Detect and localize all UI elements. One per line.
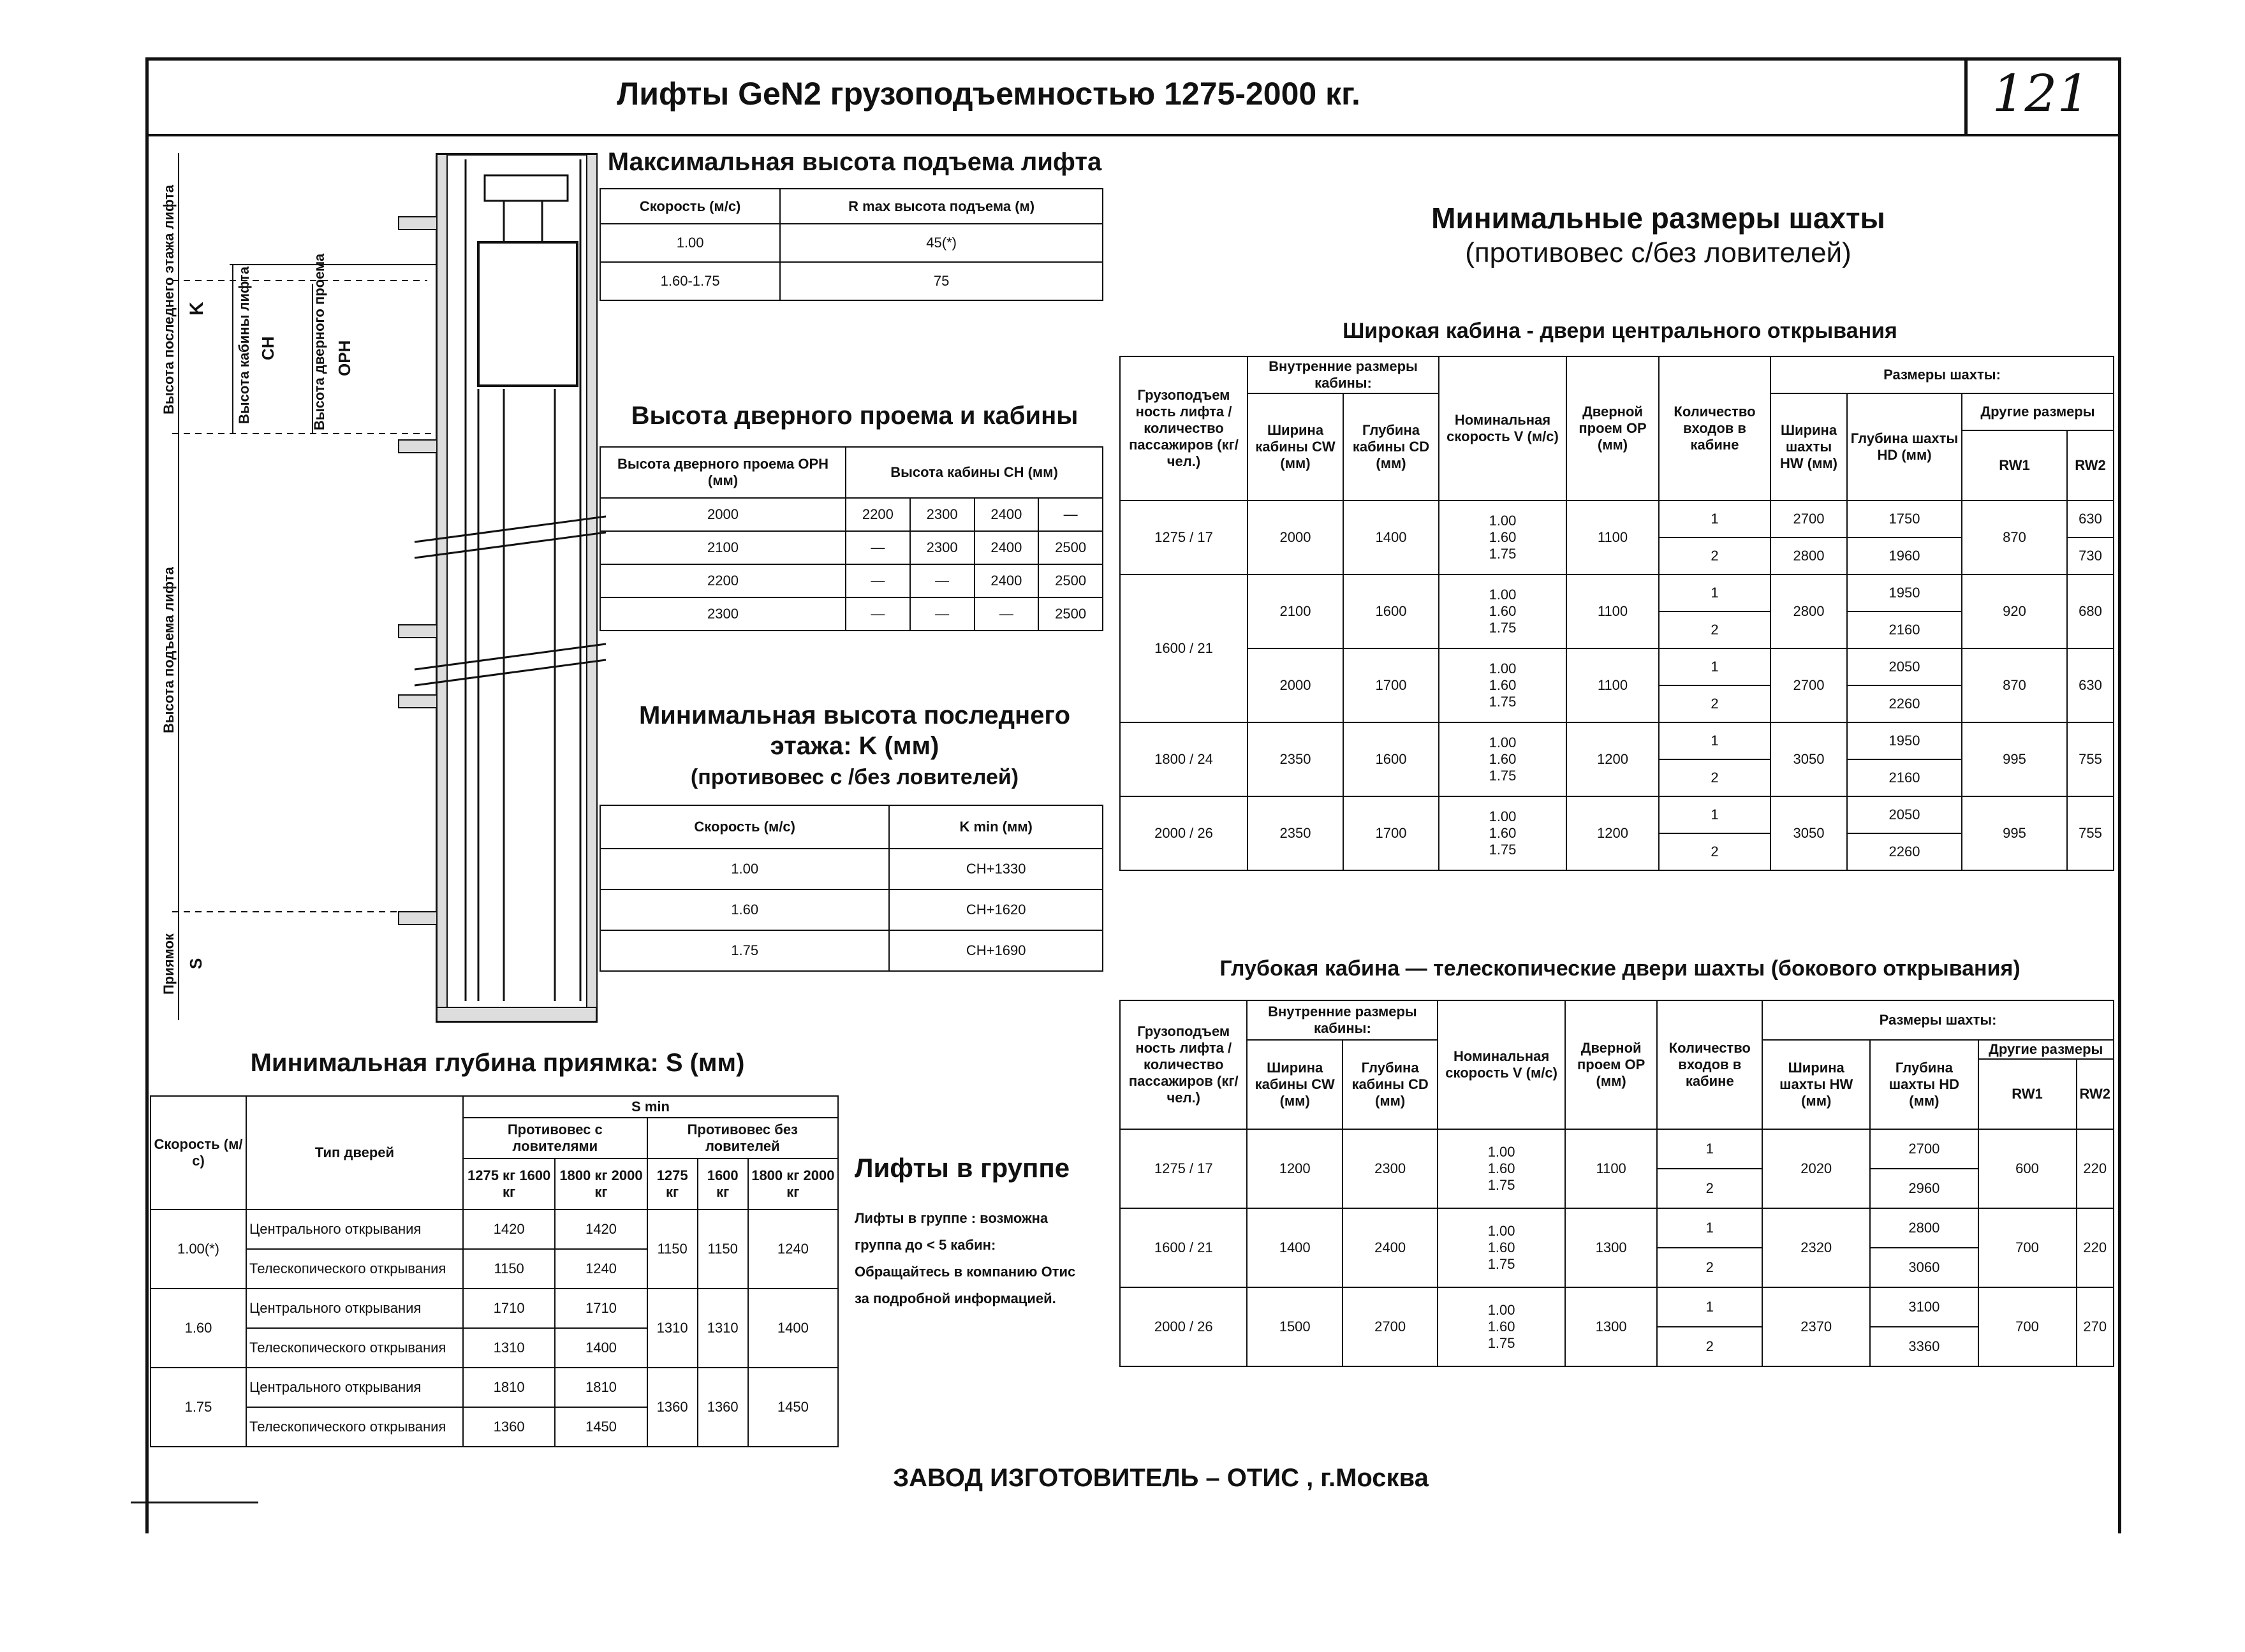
table-cell: 1100 xyxy=(1566,648,1659,722)
table-cell: 3050 xyxy=(1770,796,1847,870)
header-cell: Ширина кабины CW (мм) xyxy=(1247,1040,1342,1129)
table-cell: 1310 xyxy=(698,1289,748,1368)
table-cell: 870 xyxy=(1962,501,2067,574)
table-cell: 2260 xyxy=(1847,833,1962,870)
header-cell: Грузоподъем ность лифта / количество пассажиров (кг/чел.) xyxy=(1120,1000,1247,1129)
table-cell: 270 xyxy=(2077,1287,2114,1366)
table-cell: 1.00 1.60 1.75 xyxy=(1439,574,1566,648)
table-cell: 2200 xyxy=(846,498,910,531)
header-cell: R max высота подъема (м) xyxy=(780,189,1103,224)
table-cell: 1150 xyxy=(647,1210,698,1289)
table-cell: CH+1620 xyxy=(889,889,1103,930)
table-cell: 2800 xyxy=(1770,537,1847,574)
table-cell: 1.00 xyxy=(600,849,889,889)
footer-rule xyxy=(131,1502,258,1503)
header-cell: Скорость (м/с) xyxy=(600,189,780,224)
header-cell: Внутренние размеры кабины: xyxy=(1247,1000,1438,1040)
max-travel-title: Максимальная высота подъема лифта xyxy=(607,148,1102,176)
table-cell: 1100 xyxy=(1565,1129,1658,1208)
table-cell: 1 xyxy=(1659,722,1770,759)
table-cell: 1.75 xyxy=(151,1368,246,1447)
table-cell: 1 xyxy=(1659,796,1770,833)
table-cell: 1150 xyxy=(698,1210,748,1289)
table-cell: 2370 xyxy=(1762,1287,1870,1366)
table-cell: 755 xyxy=(2067,796,2114,870)
table-cell: 2800 xyxy=(1770,574,1847,648)
header-cell: Другие размеры xyxy=(1978,1040,2114,1059)
table-cell: Центрального открывания xyxy=(246,1210,463,1249)
table-cell: 2700 xyxy=(1770,648,1847,722)
header-cell: S min xyxy=(463,1096,838,1118)
header-cell: Другие размеры xyxy=(1962,393,2114,430)
table-cell: 1200 xyxy=(1566,722,1659,796)
table-cell: 1400 xyxy=(748,1289,838,1368)
table-cell: 1360 xyxy=(698,1368,748,1447)
page-number: 121 xyxy=(1992,64,2090,123)
page-title: Лифты GeN2 грузоподъемностью 1275-2000 кг. xyxy=(617,76,1360,112)
header-cell: 1600 кг xyxy=(698,1159,748,1210)
min-top-floor-table xyxy=(600,805,1103,972)
header-cell: Ширина шахты HW (мм) xyxy=(1770,393,1847,501)
table-cell: 700 xyxy=(1978,1208,2077,1287)
table-cell: 2400 xyxy=(975,564,1039,597)
table-cell: 870 xyxy=(1962,648,2067,722)
table-cell: 220 xyxy=(2077,1129,2114,1208)
label-cabin-height: Высота кабины лифта xyxy=(236,267,252,424)
table-cell: 1710 xyxy=(555,1289,647,1328)
header-cell: RW1 xyxy=(1978,1059,2077,1129)
header-cell: Глубина кабины CD (мм) xyxy=(1343,393,1439,501)
max-travel-table xyxy=(600,188,1103,301)
min-top-floor-title-2: этажа: K (мм) xyxy=(770,732,939,760)
table-cell: 920 xyxy=(1962,574,2067,648)
table-cell: 2000 / 26 xyxy=(1120,796,1248,870)
group-line: группа до < 5 кабин: xyxy=(855,1237,996,1253)
table-cell: 2000 xyxy=(600,498,846,531)
table-cell: 1.00 1.60 1.75 xyxy=(1439,796,1566,870)
group-line: Лифты в группе : возможна xyxy=(855,1210,1049,1226)
table-cell: 755 xyxy=(2067,722,2114,796)
table-cell: 1.60-1.75 xyxy=(600,262,780,300)
table-cell: 2 xyxy=(1659,685,1770,722)
table-cell: 2 xyxy=(1657,1327,1762,1366)
table-cell: 2 xyxy=(1659,537,1770,574)
table-cell: 1700 xyxy=(1343,648,1439,722)
table-cell: 1360 xyxy=(463,1407,555,1447)
table-cell: 680 xyxy=(2067,574,2114,648)
table-cell: 1300 xyxy=(1565,1208,1658,1287)
landing-2 xyxy=(399,440,437,453)
table-cell: 2200 xyxy=(600,564,846,597)
header-cell: Внутренние размеры кабины: xyxy=(1248,356,1439,393)
table-cell: 1310 xyxy=(463,1328,555,1368)
table-cell: 1 xyxy=(1659,648,1770,685)
header-cell: Номинальная скорость V (м/с) xyxy=(1438,1000,1565,1129)
table-cell: 1240 xyxy=(555,1249,647,1289)
table-cell: 630 xyxy=(2067,501,2114,537)
table-cell: 1.00 1.60 1.75 xyxy=(1439,722,1566,796)
door-cabin-table xyxy=(600,446,1103,631)
label-travel-height: Высота подъема лифта xyxy=(161,567,177,733)
label-CH: CH xyxy=(258,336,277,360)
table-cell: 1960 xyxy=(1847,537,1962,574)
table-cell: 1240 xyxy=(748,1210,838,1289)
table-cell: — xyxy=(846,564,910,597)
table-cell: 1 xyxy=(1659,574,1770,611)
table-cell: 1 xyxy=(1659,501,1770,537)
table-cell: 1.00 1.60 1.75 xyxy=(1438,1129,1565,1208)
table-cell: 1950 xyxy=(1847,574,1962,611)
table-cell: — xyxy=(910,597,975,631)
table-cell: 2 xyxy=(1659,759,1770,796)
table-cell: 1400 xyxy=(1247,1208,1342,1287)
table-cell: 1500 xyxy=(1247,1287,1342,1366)
landing-1 xyxy=(399,217,437,230)
table-cell: 2800 xyxy=(1870,1208,1978,1248)
landing-5 xyxy=(399,912,437,925)
table-cell: — xyxy=(910,564,975,597)
table-cell: 1360 xyxy=(647,1368,698,1447)
header-cell: Глубина шахты HD (мм) xyxy=(1870,1040,1978,1129)
header-cell: 1275 кг 1600 кг xyxy=(463,1159,555,1210)
table-cell: 1.60 xyxy=(151,1289,246,1368)
header-cell: 1800 кг 2000 кг xyxy=(555,1159,647,1210)
table-cell: 2160 xyxy=(1847,759,1962,796)
table-cell: 1450 xyxy=(555,1407,647,1447)
table-cell: 2000 xyxy=(1248,648,1343,722)
min-top-floor-title-1: Минимальная высота последнего xyxy=(638,701,1070,729)
header-cell: RW2 xyxy=(2077,1059,2114,1129)
table-cell: 1275 / 17 xyxy=(1120,501,1248,574)
table-cell: 2400 xyxy=(975,498,1039,531)
table-cell: 2000 / 26 xyxy=(1120,1287,1247,1366)
table-cell: 1.75 xyxy=(600,930,889,971)
table-cell: 1710 xyxy=(463,1289,555,1328)
deep-cabin-title: Глубокая кабина — телескопические двери шахты (бокового открывания) xyxy=(1219,956,2020,981)
label-door-height: Высота дверного проема xyxy=(311,253,327,430)
table-cell: 3100 xyxy=(1870,1287,1978,1327)
header-cell: Дверной проем OP (мм) xyxy=(1565,1000,1658,1129)
header-cell: Тип дверей xyxy=(246,1096,463,1210)
table-cell: 1.60 xyxy=(600,889,889,930)
header-cell: Глубина кабины CD (мм) xyxy=(1343,1040,1438,1129)
table-cell: 2500 xyxy=(1038,531,1103,564)
table-cell: 1300 xyxy=(1565,1287,1658,1366)
group-title: Лифты в группе xyxy=(855,1153,1070,1183)
table-cell: 2300 xyxy=(910,531,975,564)
table-cell: 2700 xyxy=(1343,1287,1438,1366)
landing-3 xyxy=(399,625,437,638)
table-cell: 2 xyxy=(1659,833,1770,870)
table-cell: 1700 xyxy=(1343,796,1439,870)
label-pit: Приямок xyxy=(161,933,177,995)
landing-4 xyxy=(399,695,437,708)
header-cell: Противовес с ловителями xyxy=(463,1118,647,1159)
wide-cabin-table xyxy=(1119,356,2114,871)
header-cell: Ширина кабины CW (мм) xyxy=(1248,393,1343,501)
table-cell: Телескопического открывания xyxy=(246,1328,463,1368)
table-cell: 1100 xyxy=(1566,501,1659,574)
table-cell: 2300 xyxy=(600,597,846,631)
header-cell: Номинальная скорость V (м/с) xyxy=(1439,356,1566,501)
table-cell: 1 xyxy=(1657,1208,1762,1248)
min-pit-table xyxy=(150,1095,839,1447)
table-cell: 1600 xyxy=(1343,722,1439,796)
table-cell: 1.00 1.60 1.75 xyxy=(1438,1208,1565,1287)
table-cell: 1 xyxy=(1657,1287,1762,1327)
table-cell: 1.00 1.60 1.75 xyxy=(1439,501,1566,574)
header-cell: Дверной проем OP (мм) xyxy=(1566,356,1659,501)
table-cell: 2700 xyxy=(1770,501,1847,537)
header-cell: Размеры шахты: xyxy=(1762,1000,2114,1040)
header-cell: RW1 xyxy=(1962,430,2067,501)
table-cell: 1200 xyxy=(1566,796,1659,870)
label-OPH: OPH xyxy=(335,340,354,376)
table-cell: 2700 xyxy=(1870,1129,1978,1169)
table-cell: 2 xyxy=(1659,611,1770,648)
table-cell: 1600 / 21 xyxy=(1120,1208,1247,1287)
shaft-subtitle: (противовес с/без ловителей) xyxy=(1465,237,1851,268)
table-cell: 630 xyxy=(2067,648,2114,722)
header-cell: Скорость (м/с) xyxy=(151,1096,246,1210)
header-cell: Количество входов в кабине xyxy=(1659,356,1770,501)
table-cell: — xyxy=(846,531,910,564)
header-cell: Глубина шахты HD (мм) xyxy=(1847,393,1962,501)
table-cell: 995 xyxy=(1962,796,2067,870)
table-cell: 2350 xyxy=(1248,796,1343,870)
header-cell: Высота кабины CH (мм) xyxy=(846,447,1103,498)
header-cell: 1800 кг 2000 кг xyxy=(748,1159,838,1210)
table-cell: 1 xyxy=(1657,1129,1762,1169)
door-cabin-title: Высота дверного проема и кабины xyxy=(631,402,1078,430)
group-line: за подробной информацией. xyxy=(855,1290,1056,1306)
table-cell: 1950 xyxy=(1847,722,1962,759)
table-cell: 1200 xyxy=(1247,1129,1342,1208)
table-cell: 1420 xyxy=(555,1210,647,1249)
table-cell: 1810 xyxy=(463,1368,555,1407)
table-cell: 1420 xyxy=(463,1210,555,1249)
table-cell: 2320 xyxy=(1762,1208,1870,1287)
table-cell: 2 xyxy=(1657,1248,1762,1287)
wide-cabin-title: Широкая кабина - двери центрального открывания xyxy=(1343,319,1897,343)
table-cell: 1600 xyxy=(1343,574,1439,648)
table-cell: 2400 xyxy=(975,531,1039,564)
table-cell: 2300 xyxy=(1343,1129,1438,1208)
table-cell: 2500 xyxy=(1038,597,1103,631)
label-S: S xyxy=(186,958,205,969)
table-cell: 1450 xyxy=(748,1368,838,1447)
table-cell: Телескопического открывания xyxy=(246,1407,463,1447)
table-cell: 2350 xyxy=(1248,722,1343,796)
label-K: K xyxy=(186,302,207,316)
deep-cabin-table xyxy=(1119,1000,2114,1367)
table-cell: 2000 xyxy=(1248,501,1343,574)
table-cell: — xyxy=(1038,498,1103,531)
table-cell: — xyxy=(846,597,910,631)
machine-unit xyxy=(485,175,568,201)
shaft-wall-left xyxy=(437,154,447,1021)
table-cell: 2050 xyxy=(1847,648,1962,685)
label-last-floor-height: Высота последнего этажа лифта xyxy=(161,185,177,414)
min-pit-title: Минимальная глубина приямка: S (мм) xyxy=(250,1049,745,1077)
table-cell: 1150 xyxy=(463,1249,555,1289)
group-note xyxy=(855,1205,1122,1312)
table-cell: 2 xyxy=(1657,1169,1762,1208)
table-cell: 75 xyxy=(780,262,1103,300)
header-cell: RW2 xyxy=(2067,430,2114,501)
table-cell: 1800 / 24 xyxy=(1120,722,1248,796)
table-cell: 3360 xyxy=(1870,1327,1978,1366)
table-cell: 2400 xyxy=(1343,1208,1438,1287)
header-cell: Скорость (м/с) xyxy=(600,805,889,849)
table-cell: 3060 xyxy=(1870,1248,1978,1287)
table-cell: 2020 xyxy=(1762,1129,1870,1208)
table-cell: 1.00 1.60 1.75 xyxy=(1438,1287,1565,1366)
header-cell: K min (мм) xyxy=(889,805,1103,849)
table-cell: Телескопического открывания xyxy=(246,1249,463,1289)
header-cell: 1275 кг xyxy=(647,1159,698,1210)
min-top-floor-subtitle: (противовес с /без ловителей) xyxy=(690,765,1019,789)
header-cell: Размеры шахты: xyxy=(1770,356,2114,393)
table-cell: 2100 xyxy=(600,531,846,564)
table-cell: 2500 xyxy=(1038,564,1103,597)
table-cell: CH+1330 xyxy=(889,849,1103,889)
footer-manufacturer: ЗАВОД ИЗГОТОВИТЕЛЬ – ОТИС , г.Москва xyxy=(893,1464,1429,1492)
table-cell: 1400 xyxy=(1343,501,1439,574)
table-cell: 1.00 xyxy=(600,224,780,262)
table-cell: 45(*) xyxy=(780,224,1103,262)
table-cell: 220 xyxy=(2077,1208,2114,1287)
shaft-title: Минимальные размеры шахты xyxy=(1431,201,1885,235)
table-cell: 1310 xyxy=(647,1289,698,1368)
table-cell: 2300 xyxy=(910,498,975,531)
table-cell: 2960 xyxy=(1870,1169,1978,1208)
table-cell: 2260 xyxy=(1847,685,1962,722)
pit-floor xyxy=(437,1007,596,1021)
table-cell: 730 xyxy=(2067,537,2114,574)
table-cell: 1600 / 21 xyxy=(1120,574,1248,722)
table-cell: 2050 xyxy=(1847,796,1962,833)
header-cell: Количество входов в кабине xyxy=(1657,1000,1762,1129)
header-cell: Ширина шахты HW (мм) xyxy=(1762,1040,1870,1129)
table-cell: 995 xyxy=(1962,722,2067,796)
header-cell: Противовес без ловителей xyxy=(647,1118,838,1159)
table-cell: — xyxy=(975,597,1039,631)
table-cell: 1750 xyxy=(1847,501,1962,537)
table-cell: 600 xyxy=(1978,1129,2077,1208)
table-cell: CH+1690 xyxy=(889,930,1103,971)
header-cell: Высота дверного проема OPH (мм) xyxy=(600,447,846,498)
table-cell: 1.00 1.60 1.75 xyxy=(1439,648,1566,722)
table-cell: 2160 xyxy=(1847,611,1962,648)
table-cell: 1275 / 17 xyxy=(1120,1129,1247,1208)
group-line: Обращайтесь в компанию Отис xyxy=(855,1264,1076,1280)
table-cell: 1100 xyxy=(1566,574,1659,648)
table-cell: 1400 xyxy=(555,1328,647,1368)
table-cell: 700 xyxy=(1978,1287,2077,1366)
table-cell: Центрального открывания xyxy=(246,1289,463,1328)
header-cell: Грузоподъем ность лифта / количество пассажиров (кг/чел.) xyxy=(1120,356,1248,501)
shaft-diagram xyxy=(147,147,606,1033)
table-cell: 1.00(*) xyxy=(151,1210,246,1289)
table-cell: Центрального открывания xyxy=(246,1368,463,1407)
table-cell: 1810 xyxy=(555,1368,647,1407)
table-cell: 3050 xyxy=(1770,722,1847,796)
shaft-wall-right xyxy=(587,154,597,1021)
table-cell: 2100 xyxy=(1248,574,1343,648)
cabin xyxy=(478,242,577,386)
